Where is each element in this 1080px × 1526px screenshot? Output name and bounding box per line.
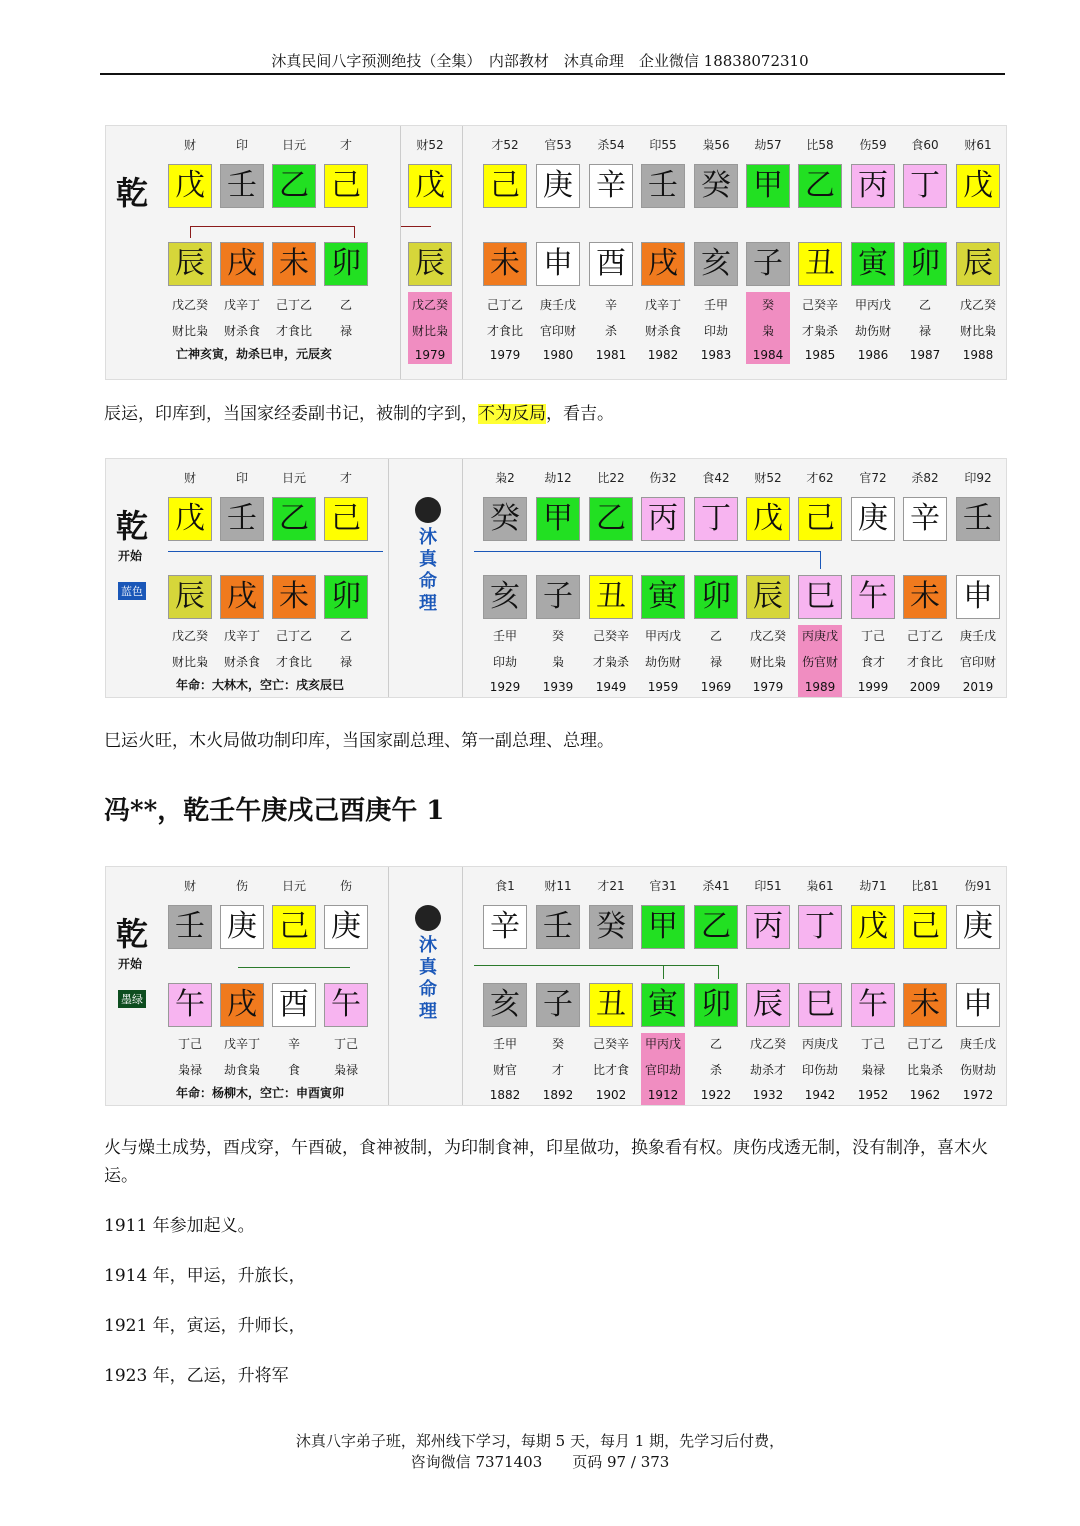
luck-year: 1987 bbox=[909, 348, 941, 362]
natal-hidden-stems: 乙 bbox=[339, 629, 352, 643]
luck-ten-gods: 财官 bbox=[492, 1063, 517, 1077]
luck-ten-gods: 财比枭 bbox=[749, 655, 786, 669]
footer-line-2: 咨询微信 7371403 页码 97 / 373 bbox=[410, 1453, 670, 1471]
luck-branch: 戌 bbox=[641, 242, 685, 286]
start-label: 开始 bbox=[118, 549, 143, 563]
natal-ten-gods: 劫食枭 bbox=[223, 1063, 260, 1077]
natal-ten-gods: 枭禄 bbox=[333, 1063, 358, 1077]
luck-year: 1988 bbox=[962, 348, 994, 362]
luck-ten-gods: 才枭杀 bbox=[592, 655, 629, 669]
natal-stem: 壬 bbox=[220, 164, 264, 208]
relation-line bbox=[663, 965, 664, 979]
natal-hidden-stems: 乙 bbox=[339, 298, 352, 312]
luck-label: 杀54 bbox=[597, 138, 625, 152]
luck-stem: 丁 bbox=[798, 905, 842, 949]
luck-ten-gods: 伤官财 bbox=[801, 655, 838, 669]
luck-branch: 卯 bbox=[694, 575, 738, 619]
natal-branch: 未 bbox=[272, 242, 316, 286]
luck-label: 劫12 bbox=[544, 471, 572, 485]
luck-label: 印55 bbox=[649, 138, 677, 152]
natal-label: 才 bbox=[339, 471, 352, 485]
divider bbox=[400, 126, 401, 379]
luck-stem: 丁 bbox=[903, 164, 947, 208]
luck-ten-gods: 枭禄 bbox=[860, 1063, 885, 1077]
natal-branch: 午 bbox=[168, 983, 212, 1027]
luck-year: 1979 bbox=[752, 680, 784, 694]
luck-ten-gods: 官印劫 bbox=[644, 1063, 681, 1077]
luck-hidden-stems: 戊乙癸 bbox=[749, 629, 786, 643]
luck-stem: 己 bbox=[798, 497, 842, 541]
qian-label: 乾 bbox=[116, 507, 149, 545]
natal-hidden-stems: 丁己 bbox=[177, 1037, 202, 1051]
natal-label: 印 bbox=[235, 471, 248, 485]
natal-branch: 辰 bbox=[168, 242, 212, 286]
luck-branch: 未 bbox=[483, 242, 527, 286]
relation-line bbox=[474, 965, 718, 966]
natal-stem: 戊 bbox=[168, 497, 212, 541]
luck-label: 伤59 bbox=[859, 138, 887, 152]
natal-hidden-stems: 己丁乙 bbox=[275, 298, 312, 312]
luck-ten-gods: 劫杀才 bbox=[749, 1063, 786, 1077]
luck-stem: 庚 bbox=[536, 164, 580, 208]
luck-hidden-stems: 甲丙戊 bbox=[644, 1037, 681, 1051]
luck-stem: 壬 bbox=[956, 497, 1000, 541]
luck-ten-gods: 杀 bbox=[604, 324, 617, 338]
luck-stem: 甲 bbox=[536, 497, 580, 541]
luck-year: 1989 bbox=[804, 680, 836, 694]
luck-branch: 丑 bbox=[798, 242, 842, 286]
luck-ten-gods: 杀 bbox=[709, 1063, 722, 1077]
natal-ten-gods: 财比枭 bbox=[171, 324, 208, 338]
divider bbox=[462, 459, 463, 697]
luck-label: 杀82 bbox=[911, 471, 939, 485]
luck-label: 食60 bbox=[911, 138, 939, 152]
muzhen-logo bbox=[413, 905, 443, 1023]
qian-label: 乾 bbox=[116, 915, 149, 953]
luck-label: 比58 bbox=[806, 138, 834, 152]
natal-stem: 乙 bbox=[272, 497, 316, 541]
logo-emblem-icon bbox=[415, 497, 441, 523]
luck-branch: 午 bbox=[851, 575, 895, 619]
luck-ten-gods: 印劫 bbox=[703, 324, 728, 338]
section-heading: 冯**，乾壬午庚戌己酉庚午 1 bbox=[104, 796, 445, 826]
mid-hidden-stems: 戊乙癸 bbox=[411, 298, 448, 312]
luck-branch: 巳 bbox=[798, 983, 842, 1027]
natal-ten-gods: 财杀食 bbox=[223, 324, 260, 338]
luck-year: 1986 bbox=[857, 348, 889, 362]
luck-ten-gods: 禄 bbox=[709, 655, 722, 669]
natal-stem: 己 bbox=[324, 164, 368, 208]
luck-hidden-stems: 己癸辛 bbox=[592, 1037, 629, 1051]
luck-hidden-stems: 壬甲 bbox=[492, 629, 517, 643]
luck-branch: 寅 bbox=[641, 983, 685, 1027]
luck-branch: 寅 bbox=[641, 575, 685, 619]
luck-hidden-stems: 己癸辛 bbox=[592, 629, 629, 643]
luck-stem: 戊 bbox=[851, 905, 895, 949]
luck-hidden-stems: 癸 bbox=[551, 1037, 564, 1051]
natal-note: 年命：大林木，空亡：戌亥辰巳 bbox=[176, 678, 345, 692]
natal-label: 伤 bbox=[339, 879, 352, 893]
luck-hidden-stems: 庚壬戊 bbox=[539, 298, 576, 312]
luck-branch: 亥 bbox=[694, 242, 738, 286]
natal-label: 印 bbox=[235, 138, 248, 152]
luck-year: 1952 bbox=[857, 1088, 889, 1102]
luck-hidden-stems: 乙 bbox=[709, 1037, 722, 1051]
luck-hidden-stems: 辛 bbox=[604, 298, 617, 312]
natal-stem: 庚 bbox=[324, 905, 368, 949]
luck-ten-gods: 才 bbox=[551, 1063, 564, 1077]
luck-stem: 癸 bbox=[694, 164, 738, 208]
luck-stem: 己 bbox=[903, 905, 947, 949]
luck-label: 印51 bbox=[754, 879, 782, 893]
luck-stem: 庚 bbox=[851, 497, 895, 541]
relation-line bbox=[401, 226, 431, 227]
luck-label: 食42 bbox=[702, 471, 730, 485]
luck-ten-gods: 比才食 bbox=[592, 1063, 629, 1077]
mid-ten-gods: 财比枭 bbox=[411, 324, 448, 338]
natal-ten-gods: 枭禄 bbox=[177, 1063, 202, 1077]
natal-hidden-stems: 戊乙癸 bbox=[171, 629, 208, 643]
luck-branch: 酉 bbox=[589, 242, 633, 286]
luck-label: 才52 bbox=[491, 138, 519, 152]
natal-hidden-stems: 丁己 bbox=[333, 1037, 358, 1051]
luck-year: 1939 bbox=[542, 680, 574, 694]
natal-hidden-stems: 己丁乙 bbox=[275, 629, 312, 643]
natal-hidden-stems: 戊辛丁 bbox=[223, 1037, 260, 1051]
luck-ten-gods: 财比枭 bbox=[959, 324, 996, 338]
luck-stem: 辛 bbox=[903, 497, 947, 541]
divider bbox=[388, 459, 389, 697]
luck-hidden-stems: 壬甲 bbox=[492, 1037, 517, 1051]
logo-text: 沐真命理 bbox=[419, 935, 437, 1022]
natal-stem: 壬 bbox=[220, 497, 264, 541]
logo-text: 沐真命理 bbox=[419, 527, 437, 614]
luck-hidden-stems: 乙 bbox=[709, 629, 722, 643]
luck-ten-gods: 食才 bbox=[860, 655, 885, 669]
luck-year: 1922 bbox=[700, 1088, 732, 1102]
luck-label: 官53 bbox=[544, 138, 572, 152]
natal-ten-gods: 才食比 bbox=[275, 324, 312, 338]
luck-label: 枭2 bbox=[495, 471, 515, 485]
natal-note: 年命：杨柳木，空亡：申酉寅卯 bbox=[176, 1086, 345, 1100]
luck-label: 才62 bbox=[806, 471, 834, 485]
luck-year: 1959 bbox=[647, 680, 679, 694]
mid-stem: 戊 bbox=[408, 164, 452, 208]
luck-stem: 乙 bbox=[589, 497, 633, 541]
muzhen-logo bbox=[413, 497, 443, 615]
bazi-chart-2 bbox=[105, 458, 1007, 698]
color-tag: 墨绿 bbox=[118, 990, 146, 1008]
event-1914: 1914 年，甲运，升旅长， bbox=[104, 1266, 306, 1286]
luck-stem: 甲 bbox=[641, 905, 685, 949]
luck-label: 劫71 bbox=[859, 879, 887, 893]
luck-branch: 申 bbox=[956, 575, 1000, 619]
luck-hidden-stems: 戊乙癸 bbox=[749, 1037, 786, 1051]
natal-branch: 戌 bbox=[220, 575, 264, 619]
luck-label: 财11 bbox=[544, 879, 572, 893]
luck-label: 财52 bbox=[754, 471, 782, 485]
luck-branch: 子 bbox=[536, 983, 580, 1027]
luck-year: 1942 bbox=[804, 1088, 836, 1102]
footer-line-1: 沐真八字弟子班，郑州线下学习，每期 5 天，每月 1 期，先学习后付费， bbox=[295, 1432, 785, 1450]
luck-stem: 癸 bbox=[483, 497, 527, 541]
luck-year: 1892 bbox=[542, 1088, 574, 1102]
paragraph-analysis: 火与燥土成势，酉戌穿，午酉破，食神被制，为印制食神，印星做功，换象看有权。庚伤戌透无制，没有制净，喜木火运。 bbox=[104, 1138, 988, 1186]
mid-year: 1979 bbox=[414, 348, 446, 362]
natal-branch: 酉 bbox=[272, 983, 316, 1027]
luck-year: 1912 bbox=[647, 1088, 679, 1102]
luck-branch: 未 bbox=[903, 983, 947, 1027]
luck-label: 劫57 bbox=[754, 138, 782, 152]
natal-ten-gods: 食 bbox=[287, 1063, 300, 1077]
relation-line bbox=[820, 551, 821, 569]
luck-label: 伤32 bbox=[649, 471, 677, 485]
luck-year: 2009 bbox=[909, 680, 941, 694]
luck-hidden-stems: 癸 bbox=[761, 298, 774, 312]
natal-branch: 卯 bbox=[324, 575, 368, 619]
luck-stem: 戊 bbox=[746, 497, 790, 541]
luck-hidden-stems: 己丁乙 bbox=[486, 298, 523, 312]
para1-text-b: ，看吉。 bbox=[546, 404, 614, 424]
natal-label: 日元 bbox=[281, 471, 306, 485]
luck-ten-gods: 才食比 bbox=[906, 655, 943, 669]
divider bbox=[388, 867, 389, 1105]
mid-label: 财52 bbox=[416, 138, 444, 152]
luck-year: 1984 bbox=[752, 348, 784, 362]
luck-year: 1979 bbox=[489, 348, 521, 362]
natal-stem: 乙 bbox=[272, 164, 316, 208]
natal-ten-gods: 财杀食 bbox=[223, 655, 260, 669]
luck-label: 才21 bbox=[597, 879, 625, 893]
luck-year: 1982 bbox=[647, 348, 679, 362]
luck-stem: 壬 bbox=[536, 905, 580, 949]
luck-hidden-stems: 甲丙戊 bbox=[854, 298, 891, 312]
luck-branch: 未 bbox=[903, 575, 947, 619]
header-rule bbox=[100, 73, 1005, 75]
luck-hidden-stems: 己癸辛 bbox=[801, 298, 838, 312]
luck-ten-gods: 枭 bbox=[761, 324, 774, 338]
natal-ten-gods: 才食比 bbox=[275, 655, 312, 669]
natal-hidden-stems: 辛 bbox=[287, 1037, 300, 1051]
luck-label: 枭56 bbox=[702, 138, 730, 152]
divider bbox=[462, 126, 463, 379]
natal-label: 才 bbox=[339, 138, 352, 152]
luck-stem: 乙 bbox=[694, 905, 738, 949]
relation-line bbox=[238, 967, 350, 968]
luck-ten-gods: 伤财劫 bbox=[959, 1063, 996, 1077]
luck-hidden-stems: 己丁乙 bbox=[906, 629, 943, 643]
natal-ten-gods: 财比枭 bbox=[171, 655, 208, 669]
luck-label: 官31 bbox=[649, 879, 677, 893]
luck-year: 1985 bbox=[804, 348, 836, 362]
natal-branch: 卯 bbox=[324, 242, 368, 286]
luck-stem: 庚 bbox=[956, 905, 1000, 949]
luck-branch: 卯 bbox=[694, 983, 738, 1027]
luck-label: 比22 bbox=[597, 471, 625, 485]
luck-hidden-stems: 戊乙癸 bbox=[959, 298, 996, 312]
luck-stem: 丙 bbox=[851, 164, 895, 208]
relation-line bbox=[168, 551, 383, 552]
natal-note: 亡神亥寅，劫杀巳申，元辰亥 bbox=[176, 347, 333, 361]
luck-stem: 乙 bbox=[798, 164, 842, 208]
luck-stem: 壬 bbox=[641, 164, 685, 208]
natal-hidden-stems: 戊乙癸 bbox=[171, 298, 208, 312]
luck-branch: 巳 bbox=[798, 575, 842, 619]
natal-stem: 壬 bbox=[168, 905, 212, 949]
luck-ten-gods: 财杀食 bbox=[644, 324, 681, 338]
natal-label: 财 bbox=[183, 471, 196, 485]
natal-label: 日元 bbox=[281, 879, 306, 893]
natal-label: 日元 bbox=[281, 138, 306, 152]
natal-hidden-stems: 戊辛丁 bbox=[223, 629, 260, 643]
luck-hidden-stems: 戊辛丁 bbox=[644, 298, 681, 312]
luck-label: 枭61 bbox=[806, 879, 834, 893]
logo-emblem-icon bbox=[415, 905, 441, 931]
paragraph-chen-yun bbox=[104, 400, 1004, 428]
luck-branch: 亥 bbox=[483, 983, 527, 1027]
event-1923: 1923 年，乙运，升将军 bbox=[104, 1366, 289, 1386]
luck-stem: 甲 bbox=[746, 164, 790, 208]
luck-branch: 寅 bbox=[851, 242, 895, 286]
luck-ten-gods: 官印财 bbox=[959, 655, 996, 669]
luck-hidden-stems: 乙 bbox=[918, 298, 931, 312]
luck-stem: 己 bbox=[483, 164, 527, 208]
natal-branch: 戌 bbox=[220, 983, 264, 1027]
page-header: 沐真民间八字预测绝技（全集） 内部教材 沐真命理 企业微信 18838072310 bbox=[271, 52, 809, 70]
luck-stem: 辛 bbox=[483, 905, 527, 949]
natal-stem: 己 bbox=[324, 497, 368, 541]
natal-branch: 未 bbox=[272, 575, 316, 619]
luck-label: 官72 bbox=[859, 471, 887, 485]
relation-line bbox=[190, 226, 354, 227]
event-1911: 1911 年参加起义。 bbox=[104, 1216, 255, 1236]
luck-branch: 丑 bbox=[589, 983, 633, 1027]
qian-label: 乾 bbox=[116, 174, 149, 212]
luck-branch: 子 bbox=[536, 575, 580, 619]
luck-year: 1902 bbox=[595, 1088, 627, 1102]
luck-year: 1980 bbox=[542, 348, 574, 362]
luck-hidden-stems: 庚壬戊 bbox=[959, 629, 996, 643]
start-label: 开始 bbox=[118, 957, 143, 971]
luck-label: 印92 bbox=[964, 471, 992, 485]
luck-ten-gods: 官印财 bbox=[539, 324, 576, 338]
luck-stem: 戊 bbox=[956, 164, 1000, 208]
relation-line bbox=[354, 226, 355, 238]
luck-hidden-stems: 壬甲 bbox=[703, 298, 728, 312]
luck-year: 1999 bbox=[857, 680, 889, 694]
relation-line bbox=[474, 551, 820, 552]
event-1921: 1921 年，寅运，升师长， bbox=[104, 1316, 306, 1336]
mid-branch: 辰 bbox=[408, 242, 452, 286]
natal-ten-gods: 禄 bbox=[339, 324, 352, 338]
natal-label: 财 bbox=[183, 879, 196, 893]
para1-text-a: 辰运，印库到，当国家经委副书记，被制的字到， bbox=[104, 404, 478, 424]
luck-hidden-stems: 甲丙戊 bbox=[644, 629, 681, 643]
luck-branch: 子 bbox=[746, 242, 790, 286]
relation-line bbox=[718, 965, 719, 979]
luck-year: 1929 bbox=[489, 680, 521, 694]
divider bbox=[462, 867, 463, 1105]
relation-line bbox=[190, 226, 191, 238]
luck-year: 2019 bbox=[962, 680, 994, 694]
natal-hidden-stems: 戊辛丁 bbox=[223, 298, 260, 312]
natal-branch: 午 bbox=[324, 983, 368, 1027]
luck-ten-gods: 才枭杀 bbox=[801, 324, 838, 338]
highlighted-phrase: 不为反局 bbox=[478, 404, 546, 424]
luck-stem: 丙 bbox=[746, 905, 790, 949]
luck-ten-gods: 劫伤财 bbox=[854, 324, 891, 338]
luck-branch: 丑 bbox=[589, 575, 633, 619]
natal-stem: 庚 bbox=[220, 905, 264, 949]
luck-label: 杀41 bbox=[702, 879, 730, 893]
paragraph-si-yun: 巳运火旺，木火局做功制印库，当国家副总理、第一副总理、总理。 bbox=[104, 731, 614, 751]
luck-label: 伤91 bbox=[964, 879, 992, 893]
luck-stem: 辛 bbox=[589, 164, 633, 208]
natal-stem: 己 bbox=[272, 905, 316, 949]
luck-branch: 辰 bbox=[746, 983, 790, 1027]
luck-hidden-stems: 丙庚戊 bbox=[801, 1037, 838, 1051]
luck-branch: 辰 bbox=[956, 242, 1000, 286]
luck-year: 1962 bbox=[909, 1088, 941, 1102]
natal-label: 伤 bbox=[235, 879, 248, 893]
luck-ten-gods: 印劫 bbox=[492, 655, 517, 669]
natal-ten-gods: 禄 bbox=[339, 655, 352, 669]
luck-year: 1882 bbox=[489, 1088, 521, 1102]
luck-hidden-stems: 庚壬戊 bbox=[959, 1037, 996, 1051]
luck-branch: 亥 bbox=[483, 575, 527, 619]
luck-year: 1981 bbox=[595, 348, 627, 362]
luck-hidden-stems: 丁己 bbox=[860, 1037, 885, 1051]
luck-ten-gods: 枭 bbox=[551, 655, 564, 669]
luck-label: 财61 bbox=[964, 138, 992, 152]
natal-branch: 戌 bbox=[220, 242, 264, 286]
luck-label: 比81 bbox=[911, 879, 939, 893]
natal-stem: 戊 bbox=[168, 164, 212, 208]
luck-branch: 辰 bbox=[746, 575, 790, 619]
luck-ten-gods: 印伤劫 bbox=[801, 1063, 838, 1077]
luck-stem: 癸 bbox=[589, 905, 633, 949]
luck-hidden-stems: 丙庚戊 bbox=[801, 629, 838, 643]
luck-ten-gods: 劫伤财 bbox=[644, 655, 681, 669]
luck-stem: 丁 bbox=[694, 497, 738, 541]
luck-year: 1932 bbox=[752, 1088, 784, 1102]
luck-year: 1983 bbox=[700, 348, 732, 362]
natal-branch: 辰 bbox=[168, 575, 212, 619]
luck-hidden-stems: 丁己 bbox=[860, 629, 885, 643]
luck-hidden-stems: 癸 bbox=[551, 629, 564, 643]
luck-branch: 卯 bbox=[903, 242, 947, 286]
luck-ten-gods: 才食比 bbox=[486, 324, 523, 338]
luck-branch: 申 bbox=[536, 242, 580, 286]
luck-ten-gods: 禄 bbox=[918, 324, 931, 338]
bazi-chart-1 bbox=[105, 125, 1007, 380]
bazi-chart-3 bbox=[105, 866, 1007, 1106]
luck-hidden-stems: 己丁乙 bbox=[906, 1037, 943, 1051]
luck-branch: 申 bbox=[956, 983, 1000, 1027]
natal-label: 财 bbox=[183, 138, 196, 152]
luck-year: 1972 bbox=[962, 1088, 994, 1102]
luck-ten-gods: 比枭杀 bbox=[906, 1063, 943, 1077]
luck-branch: 午 bbox=[851, 983, 895, 1027]
luck-year: 1969 bbox=[700, 680, 732, 694]
color-tag: 蓝色 bbox=[118, 582, 146, 600]
luck-year: 1949 bbox=[595, 680, 627, 694]
luck-label: 食1 bbox=[495, 879, 515, 893]
luck-stem: 丙 bbox=[641, 497, 685, 541]
